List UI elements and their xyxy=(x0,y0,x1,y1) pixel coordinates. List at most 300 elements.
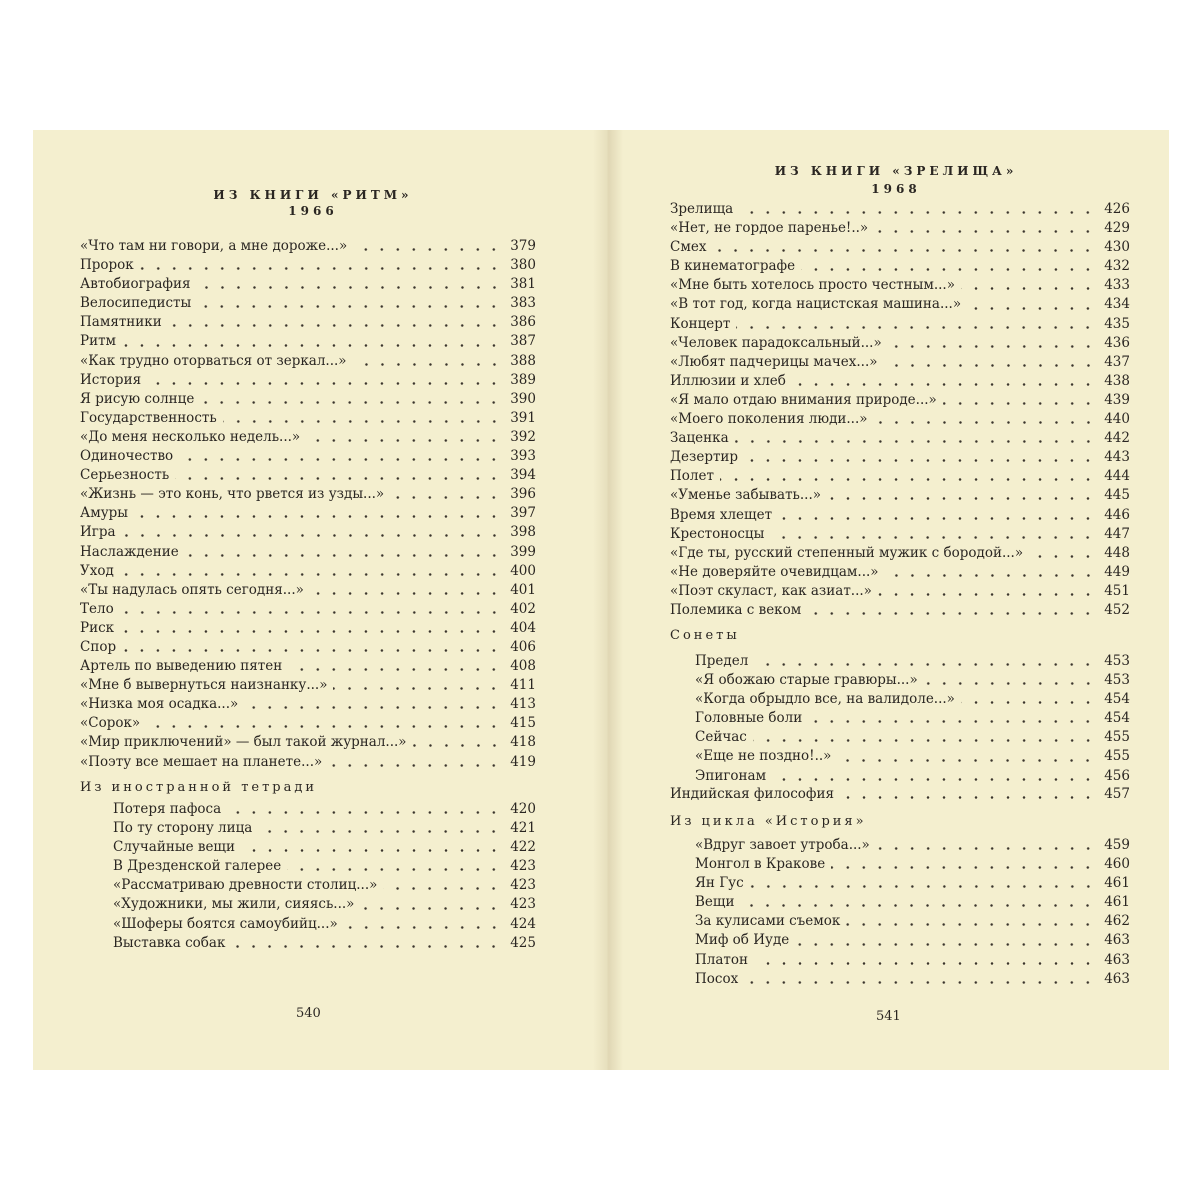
toc-entry-page: 461 xyxy=(1104,894,1130,911)
toc-entry-page: 436 xyxy=(1104,334,1130,351)
toc-entry-title: Спор xyxy=(80,638,117,655)
toc-entry-page: 442 xyxy=(1104,430,1130,447)
toc-entry-title: Зрелища xyxy=(670,201,734,217)
toc-entry xyxy=(670,334,1130,353)
toc-entry xyxy=(80,256,536,275)
toc-entry-page: 390 xyxy=(510,390,536,407)
toc-entry xyxy=(113,857,536,876)
toc-entry-title: Ян Гус xyxy=(695,875,744,892)
toc-entry xyxy=(670,257,1130,276)
toc-entry xyxy=(80,447,536,466)
toc-entry-title: История xyxy=(80,371,142,388)
toc-entry xyxy=(80,753,536,772)
toc-entry xyxy=(80,619,536,638)
dot-leader xyxy=(344,926,502,929)
toc-entry-page: 451 xyxy=(1104,582,1130,599)
left-toc-list xyxy=(80,237,536,772)
dot-leader xyxy=(140,267,502,270)
toc-entry-page: 400 xyxy=(510,562,536,579)
toc-entry-title: «Низка моя осадка...» xyxy=(80,696,239,713)
dot-leader xyxy=(720,478,1096,481)
toc-entry-page: 411 xyxy=(510,677,536,694)
toc-entry-title: Тело xyxy=(80,600,114,617)
toc-entry xyxy=(670,486,1130,505)
toc-entry-page: 430 xyxy=(1104,239,1130,256)
dot-leader xyxy=(333,687,502,690)
dot-leader xyxy=(175,477,502,480)
toc-entry-title: Серьезность xyxy=(80,467,170,484)
dot-leader xyxy=(134,515,502,518)
toc-entry xyxy=(695,747,1130,766)
toc-entry-title: Государственность xyxy=(80,409,217,426)
toc-entry-title: Игра xyxy=(80,524,116,541)
toc-entry xyxy=(113,800,536,819)
dot-leader xyxy=(310,592,502,595)
dot-leader xyxy=(227,811,502,814)
dot-leader xyxy=(744,459,1096,462)
toc-entry-title: «Уменье забывать...» xyxy=(670,487,822,504)
dot-leader xyxy=(413,744,502,747)
toc-entry-page: 388 xyxy=(510,352,536,369)
dot-leader xyxy=(961,287,1096,290)
toc-entry-page: 393 xyxy=(510,448,536,465)
toc-entry-title: Риск xyxy=(80,619,115,636)
toc-entry-title: «До меня несколько недель...» xyxy=(80,428,301,445)
book-gutter xyxy=(593,130,623,1070)
left-year: 1966 xyxy=(288,204,338,218)
dot-leader xyxy=(874,421,1096,424)
toc-entry-page: 463 xyxy=(1104,970,1130,987)
toc-entry xyxy=(695,728,1130,747)
toc-entry-title: «Ты надулась опять сегодня...» xyxy=(80,581,304,598)
toc-entry-page: 406 xyxy=(510,638,536,655)
toc-entry-title: Ритм xyxy=(80,333,117,350)
toc-entry-title: «Шоферы боятся самоубийц...» xyxy=(113,915,338,932)
toc-entry xyxy=(670,429,1130,448)
toc-entry xyxy=(670,391,1130,410)
toc-entry xyxy=(670,410,1130,429)
toc-entry xyxy=(695,690,1130,709)
toc-entry xyxy=(670,372,1130,391)
toc-entry-title: Одиночество xyxy=(80,448,174,465)
dot-leader xyxy=(120,630,502,633)
toc-entry xyxy=(670,353,1130,372)
toc-entry-page: 438 xyxy=(1104,372,1130,389)
toc-entry-title: «Я обожаю старые гравюры...» xyxy=(695,672,918,689)
toc-entry-title: Потеря пафоса xyxy=(113,801,222,817)
toc-entry-title: Эпигонам xyxy=(695,767,767,784)
toc-entry xyxy=(670,601,1130,620)
toc-entry-page: 386 xyxy=(510,314,536,331)
toc-entry xyxy=(695,931,1130,950)
toc-entry xyxy=(80,313,536,332)
toc-entry-title: «Что там ни говори, а мне дороже...» xyxy=(80,238,348,254)
toc-entry xyxy=(80,466,536,485)
dot-leader xyxy=(943,402,1096,405)
toc-entry-title: Амуры xyxy=(80,505,129,522)
toc-entry xyxy=(80,543,536,562)
toc-entry-title: Концерт xyxy=(670,315,731,332)
toc-entry-page: 423 xyxy=(510,858,536,875)
dot-leader xyxy=(244,706,502,709)
dot-leader xyxy=(122,534,502,537)
dot-leader xyxy=(846,923,1096,926)
toc-entry-title: Артель по выведению пятен xyxy=(80,658,283,675)
toc-entry-title: «Сорок» xyxy=(80,715,141,732)
dot-leader xyxy=(200,401,502,404)
toc-entry xyxy=(80,695,536,714)
toc-entry-title: Дезертир xyxy=(670,449,739,466)
toc-entry xyxy=(695,652,1130,671)
toc-entry xyxy=(695,767,1130,786)
toc-entry-title: Полет xyxy=(670,468,714,485)
extra-entry-list xyxy=(670,785,1130,804)
toc-entry-title: «Мне б вывернуться наизнанку...» xyxy=(80,677,328,694)
toc-entry-page: 453 xyxy=(1104,653,1130,669)
left-page-number: 540 xyxy=(296,1006,321,1021)
toc-entry-page: 461 xyxy=(1104,875,1130,892)
toc-entry-title: За кулисами съемок xyxy=(695,913,841,930)
toc-entry-page: 397 xyxy=(510,505,536,522)
toc-entry-title: Уход xyxy=(80,562,114,579)
toc-entry-page: 426 xyxy=(1104,201,1130,217)
toc-entry-page: 463 xyxy=(1104,932,1130,949)
dot-leader xyxy=(827,497,1096,500)
toc-entry-page: 448 xyxy=(1104,544,1130,561)
toc-entry xyxy=(670,563,1130,582)
dot-leader xyxy=(795,943,1096,946)
toc-entry-page: 456 xyxy=(1104,767,1130,784)
toc-entry xyxy=(670,785,1130,804)
dot-leader xyxy=(146,725,502,728)
toc-entry-page: 463 xyxy=(1104,951,1130,968)
toc-entry-page: 389 xyxy=(510,371,536,388)
toc-entry-page: 387 xyxy=(510,333,536,350)
toc-entry-title: Иллюзии и хлеб xyxy=(670,372,786,389)
dot-leader xyxy=(712,249,1096,252)
toc-entry xyxy=(80,600,536,619)
toc-entry-title: Вещи xyxy=(695,894,735,911)
toc-entry xyxy=(80,428,536,447)
toc-entry-page: 421 xyxy=(510,820,536,837)
dot-leader xyxy=(147,382,502,385)
toc-entry-page: 433 xyxy=(1104,277,1130,294)
toc-entry-title: «Любят падчерицы мачех...» xyxy=(670,353,878,370)
dot-leader xyxy=(961,701,1096,704)
toc-entry-page: 445 xyxy=(1104,487,1130,504)
toc-entry xyxy=(80,275,536,294)
toc-entry-page: 447 xyxy=(1104,525,1130,542)
dot-leader xyxy=(168,324,502,327)
toc-entry-title: «Моего поколения люди...» xyxy=(670,411,868,428)
toc-entry-page: 423 xyxy=(510,877,536,894)
toc-entry-title: Я рисую солнце xyxy=(80,390,195,407)
toc-entry-title: «Поэту все мешает на планете...» xyxy=(80,753,323,770)
toc-entry-page: 439 xyxy=(1104,391,1130,408)
toc-entry-title: «Вдруг завоет утроба...» xyxy=(695,837,870,853)
dot-leader xyxy=(801,268,1096,271)
toc-entry-page: 424 xyxy=(510,915,536,932)
dot-leader xyxy=(792,383,1096,386)
toc-entry-page: 413 xyxy=(510,696,536,713)
toc-entry xyxy=(80,352,536,371)
toc-entry-page: 408 xyxy=(510,658,536,675)
toc-entry xyxy=(695,912,1130,931)
toc-entry-title: «Рассматриваю древности столиц...» xyxy=(113,877,378,894)
dot-leader xyxy=(754,663,1096,666)
toc-entry-page: 383 xyxy=(510,295,536,312)
dot-leader xyxy=(197,286,502,289)
toc-entry-title: «Поэт скуласт, как азиат...» xyxy=(670,582,872,599)
toc-entry xyxy=(80,294,536,313)
dot-leader xyxy=(353,248,502,251)
toc-entry-page: 396 xyxy=(510,486,536,503)
toc-entry xyxy=(695,836,1130,855)
right-toc-list xyxy=(670,200,1130,620)
dot-leader xyxy=(120,611,502,614)
toc-entry-title: «Когда обрыдло все, на валидоле...» xyxy=(695,691,955,708)
toc-entry-title: Случайные вещи xyxy=(113,839,235,856)
dot-leader xyxy=(878,593,1096,596)
toc-entry xyxy=(695,893,1130,912)
dot-leader xyxy=(739,211,1096,214)
toc-entry-title: «Мне быть хотелось просто честным...» xyxy=(670,277,955,294)
toc-entry xyxy=(670,467,1130,486)
toc-entry-title: Выставка собак xyxy=(113,934,226,951)
toc-entry-title: «Человек парадоксальный...» xyxy=(670,334,882,351)
dot-leader xyxy=(223,420,502,423)
dot-leader xyxy=(185,554,502,557)
dot-leader xyxy=(888,345,1096,348)
dot-leader xyxy=(197,305,502,308)
toc-entry-page: 394 xyxy=(510,467,536,484)
toc-entry xyxy=(80,409,536,428)
dot-leader xyxy=(287,868,502,871)
dot-leader xyxy=(1029,555,1096,558)
toc-entry-page: 398 xyxy=(510,524,536,541)
dot-leader xyxy=(735,440,1096,443)
toc-entry-page: 402 xyxy=(510,600,536,617)
toc-entry xyxy=(80,676,536,695)
toc-entry-title: Время хлещет xyxy=(670,506,773,523)
dot-leader xyxy=(837,759,1096,762)
toc-entry xyxy=(80,371,536,390)
dot-leader xyxy=(120,573,502,576)
toc-entry xyxy=(670,219,1130,238)
toc-entry xyxy=(695,709,1130,728)
toc-entry xyxy=(695,874,1130,893)
toc-entry xyxy=(670,544,1130,563)
toc-entry-title: Платон xyxy=(695,951,748,968)
toc-entry xyxy=(113,915,536,934)
toc-entry xyxy=(80,504,536,523)
dot-leader xyxy=(231,945,502,948)
toc-entry-page: 391 xyxy=(510,409,536,426)
right-page-number: 541 xyxy=(876,1009,901,1024)
toc-entry xyxy=(113,876,536,895)
toc-entry-page: 392 xyxy=(510,428,536,445)
dot-leader xyxy=(884,364,1096,367)
toc-entry-title: «Мир приключений» — был такой журнал...» xyxy=(80,734,407,751)
toc-entry-page: 422 xyxy=(510,839,536,856)
dot-leader xyxy=(831,866,1096,869)
toc-entry xyxy=(670,238,1130,257)
dot-leader xyxy=(876,847,1096,850)
toc-entry-page: 455 xyxy=(1104,748,1130,765)
toc-entry-title: Миф об Иуде xyxy=(695,932,790,949)
toc-entry xyxy=(670,582,1130,601)
dot-leader xyxy=(772,778,1096,781)
dot-leader xyxy=(967,307,1096,310)
toc-entry-page: 429 xyxy=(1104,220,1130,237)
toc-entry xyxy=(670,295,1130,314)
toc-entry xyxy=(670,276,1130,295)
toc-entry xyxy=(80,714,536,733)
toc-entry-title: Крестоносцы xyxy=(670,525,765,542)
toc-entry xyxy=(670,200,1130,219)
toc-entry-page: 435 xyxy=(1104,315,1130,332)
toc-entry xyxy=(113,819,536,838)
dot-leader xyxy=(740,904,1096,907)
toc-entry-title: Смех xyxy=(670,239,707,256)
toc-entry-page: 415 xyxy=(510,715,536,732)
left-section-title: Из иностранной тетради xyxy=(80,780,318,795)
toc-entry-page: 449 xyxy=(1104,563,1130,580)
dot-leader xyxy=(754,962,1096,965)
sonnets-section-title: Сонеты xyxy=(670,628,740,643)
toc-entry-title: Памятники xyxy=(80,314,162,331)
toc-entry-title: Сейчас xyxy=(695,729,747,746)
toc-entry-page: 454 xyxy=(1104,710,1130,727)
dot-leader xyxy=(750,885,1096,888)
toc-entry-title: «Где ты, русский степенный мужик с бородой...» xyxy=(670,544,1024,561)
dot-leader xyxy=(924,682,1096,685)
toc-entry xyxy=(80,523,536,542)
toc-entry xyxy=(80,237,536,256)
dot-leader xyxy=(778,517,1096,520)
toc-entry-title: Пророк xyxy=(80,257,134,274)
dot-leader xyxy=(840,796,1096,799)
toc-entry-page: 418 xyxy=(510,734,536,751)
dot-leader xyxy=(770,536,1096,539)
toc-entry xyxy=(80,657,536,676)
dot-leader xyxy=(258,830,502,833)
toc-entry-title: Автобиография xyxy=(80,276,191,293)
history-list xyxy=(695,836,1130,989)
toc-entry-title: Велосипедисты xyxy=(80,295,192,312)
toc-entry-page: 379 xyxy=(510,238,536,254)
toc-entry-page: 457 xyxy=(1104,786,1130,802)
toc-entry-page: 434 xyxy=(1104,296,1130,313)
toc-entry xyxy=(113,895,536,914)
dot-leader xyxy=(122,344,502,347)
toc-entry-title: «Я мало отдаю внимания природе...» xyxy=(670,391,937,408)
toc-entry-title: «Как трудно оторваться от зеркал...» xyxy=(80,352,347,369)
sonnets-list xyxy=(695,652,1130,786)
toc-entry-title: «Еще не поздно!..» xyxy=(695,748,832,765)
toc-entry-page: 401 xyxy=(510,581,536,598)
toc-entry-page: 462 xyxy=(1104,913,1130,930)
toc-entry xyxy=(670,525,1130,544)
toc-entry xyxy=(80,390,536,409)
toc-entry-page: 437 xyxy=(1104,353,1130,370)
toc-entry xyxy=(80,581,536,600)
dot-leader xyxy=(353,363,502,366)
dot-leader xyxy=(744,981,1096,984)
dot-leader xyxy=(874,230,1096,233)
toc-entry-title: В кинематографе xyxy=(670,258,796,275)
toc-entry-page: 380 xyxy=(510,257,536,274)
toc-entry xyxy=(80,562,536,581)
toc-entry-title: «Не доверяйте очевидцам...» xyxy=(670,563,879,580)
toc-entry-page: 453 xyxy=(1104,672,1130,689)
dot-leader xyxy=(306,439,502,442)
toc-entry-page: 425 xyxy=(510,934,536,951)
toc-entry-page: 454 xyxy=(1104,691,1130,708)
dot-leader xyxy=(360,907,502,910)
dot-leader xyxy=(753,739,1096,742)
toc-entry-page: 443 xyxy=(1104,449,1130,466)
toc-entry-title: Головные боли xyxy=(695,710,803,727)
toc-entry-title: «Художники, мы жили, сияясь...» xyxy=(113,896,355,913)
toc-entry-title: «В тот год, когда нацистская машина...» xyxy=(670,296,962,313)
toc-entry-page: 460 xyxy=(1104,856,1130,873)
toc-entry-page: 381 xyxy=(510,276,536,293)
toc-entry xyxy=(113,838,536,857)
toc-entry xyxy=(670,506,1130,525)
toc-entry-title: Предел xyxy=(695,653,749,669)
toc-entry-page: 455 xyxy=(1104,729,1130,746)
left-section-list xyxy=(113,800,536,953)
dot-leader xyxy=(383,887,502,890)
toc-entry-page: 444 xyxy=(1104,468,1130,485)
toc-entry-page: 440 xyxy=(1104,411,1130,428)
toc-entry-page: 446 xyxy=(1104,506,1130,523)
toc-entry-page: 432 xyxy=(1104,258,1130,275)
right-page xyxy=(623,130,1169,1070)
toc-entry xyxy=(80,485,536,504)
toc-entry-page: 459 xyxy=(1104,837,1130,853)
toc-entry xyxy=(670,448,1130,467)
toc-entry-page: 452 xyxy=(1104,601,1130,618)
toc-entry-title: В Дрезденской галерее xyxy=(113,858,282,875)
left-page xyxy=(33,130,593,1070)
toc-entry xyxy=(113,934,536,953)
toc-entry-title: «Жизнь — это конь, что рвется из узды...» xyxy=(80,486,385,503)
toc-entry xyxy=(80,733,536,752)
dot-leader xyxy=(241,849,502,852)
toc-entry-page: 404 xyxy=(510,619,536,636)
right-heading: ИЗ КНИГИ «ЗРЕЛИЩА» xyxy=(774,164,1018,178)
toc-entry-title: «Нет, не гордое паренье!..» xyxy=(670,220,869,237)
toc-entry xyxy=(695,970,1130,989)
toc-entry xyxy=(80,638,536,657)
toc-entry xyxy=(695,855,1130,874)
dot-leader xyxy=(328,764,502,767)
toc-entry xyxy=(80,332,536,351)
toc-entry-page: 419 xyxy=(510,753,536,770)
toc-entry-title: Монгол в Кракове xyxy=(695,856,826,873)
right-year: 1968 xyxy=(871,182,921,196)
dot-leader xyxy=(288,668,502,671)
toc-entry-page: 420 xyxy=(510,801,536,817)
toc-entry-page: 423 xyxy=(510,896,536,913)
toc-entry xyxy=(695,951,1130,970)
book-spread xyxy=(33,130,1169,1070)
toc-entry xyxy=(695,671,1130,690)
history-section-title: Из цикла «История» xyxy=(670,814,867,829)
toc-entry-title: Заценка xyxy=(670,430,729,447)
